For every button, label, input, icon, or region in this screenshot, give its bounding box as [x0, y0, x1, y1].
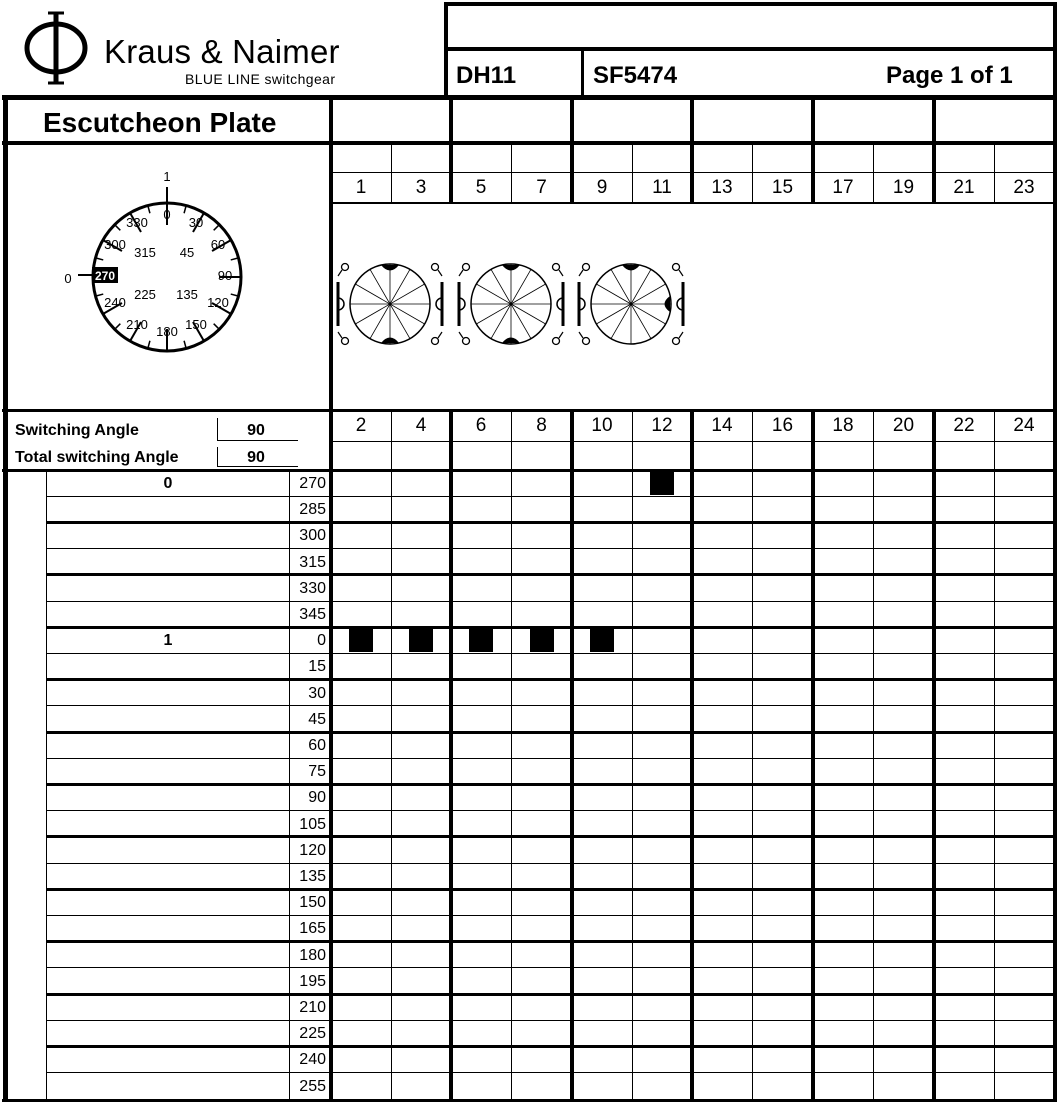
angle-value: 225	[299, 1025, 326, 1043]
contact-closed-mark	[590, 628, 614, 652]
terminal-top-label: 19	[892, 177, 915, 198]
terminal-bottom-label: 20	[892, 415, 915, 436]
grid-line	[46, 731, 1056, 734]
terminal-screw-icon	[432, 338, 439, 345]
dial-angle-0: 0	[163, 207, 171, 222]
brand-name: Kraus & Naimer	[104, 33, 340, 70]
angle-value: 330	[299, 579, 326, 597]
terminal-screw-icon	[342, 264, 349, 271]
grid-line	[46, 573, 1056, 576]
contact-closed-mark	[349, 628, 373, 652]
terminal-screw-icon	[432, 264, 439, 271]
contact-lead	[438, 332, 442, 338]
contact-closed-mark	[469, 628, 493, 652]
grid-line	[444, 47, 1056, 51]
grid-line	[2, 141, 1056, 145]
angle-value: 30	[308, 684, 326, 702]
grid-line	[217, 440, 298, 441]
dial-angle-300: 300	[104, 237, 126, 252]
contact-closed-mark	[530, 628, 554, 652]
drawing-number: SF5474	[593, 62, 678, 89]
terminal-top-label: 23	[1013, 177, 1035, 198]
terminal-top-label: 1	[355, 177, 367, 198]
terminal-bottom-label: 4	[415, 415, 427, 436]
terminal-top-label: 11	[652, 177, 672, 198]
terminal-bottom-label: 2	[355, 415, 367, 436]
angle-value: 15	[308, 658, 326, 676]
angle-value: 150	[299, 894, 326, 912]
grid-line	[46, 678, 1056, 681]
grid-line	[217, 447, 218, 466]
angle-value: 255	[299, 1077, 326, 1095]
model-number: DH11	[456, 62, 517, 89]
angle-value: 105	[299, 815, 326, 833]
terminal-bottom-label: 12	[651, 415, 673, 436]
dial-position-0: 0	[64, 271, 72, 286]
contact-closed-mark	[650, 471, 674, 495]
grid-line	[811, 410, 815, 1102]
dial-angle-45: 45	[179, 245, 195, 260]
grid-line	[46, 888, 1056, 891]
grid-line	[46, 783, 1056, 786]
contact-diagrams	[331, 204, 692, 410]
grid-line	[46, 705, 1056, 706]
cam-notch	[381, 265, 399, 271]
grid-line	[581, 49, 584, 99]
angle-value: 315	[299, 553, 326, 571]
contact-lead	[679, 270, 683, 276]
grid-line	[2, 1099, 1056, 1102]
grid-line	[2, 469, 1056, 472]
grid-line	[46, 915, 1056, 916]
grid-line	[46, 601, 1056, 602]
position-label: 0	[163, 475, 173, 492]
dial-angle-315: 315	[134, 245, 156, 260]
dial-angle-90: 90	[217, 268, 233, 283]
terminal-screw-icon	[673, 338, 680, 345]
angle-value: 0	[317, 632, 326, 650]
grid-line	[217, 466, 298, 467]
cam-notch	[502, 265, 520, 271]
grid-line	[2, 95, 1056, 100]
cam-notch	[665, 296, 671, 312]
dial-angle-225: 225	[134, 287, 156, 302]
dial-angle-210: 210	[126, 317, 148, 332]
angle-value: 270	[299, 475, 326, 492]
angle-value: 210	[299, 999, 326, 1016]
terminal-screw-icon	[583, 338, 590, 345]
terminal-screw-icon	[463, 338, 470, 345]
angle-value: 75	[308, 763, 326, 781]
grid-line	[994, 410, 995, 1102]
terminal-screw-icon	[583, 264, 590, 271]
escutcheon-dial	[56, 165, 276, 370]
angle-value: 45	[308, 710, 326, 728]
grid-line	[46, 993, 1056, 996]
section-title: Escutcheon Plate	[43, 107, 277, 138]
angle-value: 165	[299, 920, 326, 938]
grid-line	[1053, 2, 1057, 1102]
page-indicator: Page 1 of 1	[886, 62, 1013, 89]
grid-line	[46, 1020, 1056, 1021]
terminal-bottom-label: 22	[953, 415, 975, 436]
terminal-top-label: 3	[415, 177, 427, 198]
grid-line	[46, 653, 1056, 654]
terminal-screw-icon	[553, 338, 560, 345]
dial-angle-150: 150	[185, 317, 207, 332]
dial-angle-135: 135	[176, 287, 198, 302]
dial-angle-120: 120	[207, 295, 229, 310]
dial-angle-30: 30	[188, 215, 204, 230]
dial-angle-60: 60	[210, 237, 226, 252]
grid-line	[570, 410, 574, 1102]
switching-angle-value: 90	[247, 422, 265, 439]
terminal-bottom-label: 16	[771, 415, 794, 436]
terminal-screw-icon	[342, 338, 349, 345]
cam-notch	[502, 338, 520, 344]
terminal-screw-icon	[553, 264, 560, 271]
terminal-top-label: 21	[953, 177, 975, 198]
grid-line	[449, 410, 453, 1102]
grid-line	[217, 418, 218, 440]
grid-line	[752, 410, 753, 1102]
grid-line	[873, 410, 874, 1102]
contact-lead	[338, 332, 342, 338]
terminal-bottom-label: 10	[591, 415, 613, 436]
contact-lead	[459, 270, 463, 276]
total-switching-angle-value: 90	[247, 449, 265, 466]
grid-line	[46, 1072, 1056, 1073]
grid-line	[3, 97, 8, 1102]
grid-line	[331, 441, 1056, 442]
grid-line	[46, 835, 1056, 838]
angle-value: 285	[299, 501, 326, 519]
cam-notch	[381, 338, 399, 344]
phi-logo-icon	[22, 10, 90, 86]
terminal-bottom-label: 6	[475, 415, 487, 436]
contact-lead	[459, 332, 463, 338]
angle-value: 120	[299, 841, 326, 859]
grid-line	[46, 863, 1056, 864]
grid-line	[46, 470, 47, 1102]
grid-line	[331, 172, 1056, 173]
terminal-top-label: 5	[475, 177, 487, 198]
terminal-bottom-label: 8	[536, 415, 547, 436]
terminal-top-label: 7	[536, 177, 547, 198]
grid-line	[329, 97, 333, 1102]
contact-lead	[559, 332, 563, 338]
grid-line	[632, 410, 633, 1102]
contact-lead	[338, 270, 342, 276]
position-label: 1	[163, 632, 173, 650]
terminal-bottom-label: 24	[1013, 415, 1035, 436]
terminal-screw-icon	[673, 264, 680, 271]
dial-position-1: 1	[163, 169, 171, 184]
terminal-bottom-label: 14	[711, 415, 733, 436]
switching-angle-label: Switching Angle	[15, 422, 139, 439]
grid-line	[46, 758, 1056, 759]
angle-value: 300	[299, 527, 326, 545]
grid-line	[511, 410, 512, 1102]
grid-line	[391, 410, 392, 1102]
grid-line	[46, 521, 1056, 524]
contact-lead	[559, 270, 563, 276]
angle-value: 195	[299, 972, 326, 990]
grid-line	[2, 409, 1056, 412]
angle-value: 90	[308, 789, 326, 807]
grid-line	[331, 202, 1056, 204]
terminal-top-label: 13	[711, 177, 733, 198]
grid-line	[932, 410, 936, 1102]
angle-value: 345	[299, 606, 326, 623]
grid-line	[444, 2, 1056, 6]
angle-value: 135	[299, 868, 326, 885]
contact-lead	[579, 270, 583, 276]
brand-block	[0, 0, 445, 97]
grid-line	[46, 940, 1056, 943]
terminal-top-label: 17	[832, 177, 854, 198]
brand-subtitle: BLUE LINE switchgear	[185, 71, 336, 87]
terminal-bottom-label: 18	[832, 415, 854, 436]
grid-line	[46, 967, 1056, 968]
terminal-screw-icon	[463, 264, 470, 271]
angle-value: 60	[308, 737, 326, 754]
contact-lead	[579, 332, 583, 338]
cam-notch	[622, 265, 640, 271]
grid-line	[46, 548, 1056, 549]
dial-angle-270: 270	[94, 269, 116, 283]
grid-line	[46, 810, 1056, 811]
grid-line	[444, 2, 448, 99]
terminal-top-label: 9	[596, 177, 608, 198]
grid-line	[46, 1045, 1056, 1048]
contact-lead	[438, 270, 442, 276]
dial-angle-180: 180	[156, 324, 178, 339]
dial-angle-240: 240	[104, 295, 126, 310]
angle-value: 240	[299, 1051, 326, 1069]
contact-closed-mark	[409, 628, 433, 652]
total-switching-angle-label: Total switching Angle	[15, 449, 179, 466]
contact-lead	[679, 332, 683, 338]
grid-line	[690, 410, 694, 1102]
angle-value: 180	[299, 946, 326, 964]
terminal-top-label: 15	[771, 177, 794, 198]
dial-angle-330: 330	[126, 215, 148, 230]
grid-line	[46, 496, 1056, 497]
